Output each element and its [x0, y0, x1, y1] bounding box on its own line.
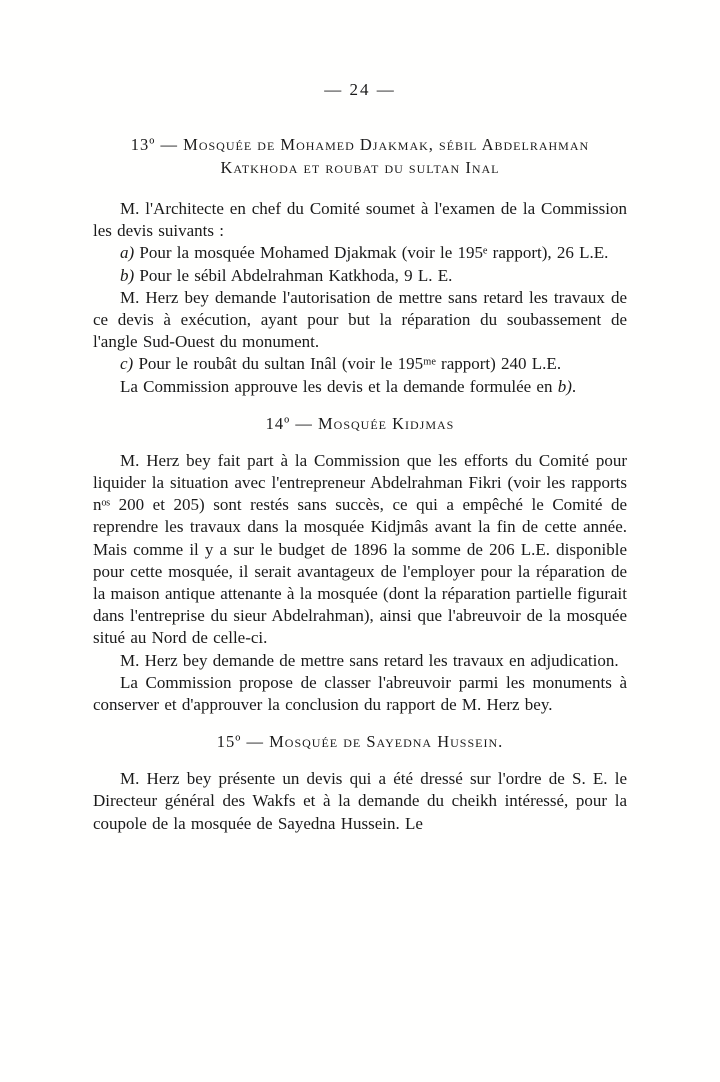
item-c-label: c) — [120, 354, 134, 374]
approval-text-pre: La Commission approuve les devis et la demande formulée en — [120, 376, 558, 396]
item-a-text: Pour la mosquée Mohamed Djakmak (voir le 195ᵉ rapport), 26 L.E. — [134, 243, 609, 263]
page-number: — 24 — — [324, 80, 396, 99]
item-b-text: Pour le sébil Abdelrahman Katkhoda, 9 L. E. — [134, 265, 453, 285]
paragraph-hussein-devis: M. Herz bey présente un devis qui a été dressé sur l'ordre de S. E. le Directeur général des Wakfs et à la demande du cheikh intéressé, pour la coupole de la mosquée de Sayedna Hussein. Le — [93, 769, 627, 833]
section-13-heading-line-2: Katkhoda et roubat du sultan Inal — [220, 158, 500, 177]
paragraph-kidjmas-request: M. Herz bey demande de mettre sans retard les travaux en adjudication. — [120, 650, 619, 670]
section-14-heading — [93, 412, 627, 435]
paragraph-architect-intro: M. l'Architecte en chef du Comité soumet à l'examen de la Commission les devis suivants : — [93, 199, 627, 241]
section-13-heading — [93, 133, 627, 179]
paragraph-item-b — [93, 265, 627, 287]
paragraph-commission-approval — [93, 376, 627, 398]
approval-text-post: . — [571, 376, 577, 396]
paragraph-item-c — [93, 353, 627, 375]
item-c-text: Pour le roubât du sultan Inâl (voir le 195ᵐᵉ rapport) 240 L.E. — [133, 354, 562, 374]
paragraph-item-a — [93, 242, 627, 264]
section-15-heading-line-1: 15º — Mosquée de Sayedna Hussein. — [216, 732, 504, 752]
text-column — [93, 0, 627, 835]
approval-item-ref: b) — [557, 376, 572, 396]
item-b-label: b) — [120, 265, 135, 285]
paragraph-herz-request: M. Herz bey demande l'autorisation de mettre sans retard les travaux de ce devis à exécution, ayant pour but la réparation du soubassement de l'angle Sud-Ouest du monument. — [93, 287, 627, 352]
paragraph-kidjmas-proposal: La Commission propose de classer l'abreuvoir parmi les monuments à conserver et d'approuver la conclusion du rapport de M. Herz bey. — [93, 672, 627, 715]
item-a-label: a) — [120, 243, 135, 263]
paragraph-kidjmas-report: M. Herz bey fait part à la Commission que les efforts du Comité pour liquider la situation avec l'entrepreneur Abdelrahman Fikri (voir les rapports nᵒˢ 200 et 205) sont restés sans succès, ce qui a empêché le Comité de reprendre les travaux dans la mosquée Kidjmâs avant la fin de cette année. Mais comme il y a sur le budget de 1896 la somme de 206 L.E. disponible pour cette mosquée, il serait avantageux de l'employer pour la réparation de la maison antique attenante à la mosquée (dont la réparation partielle figurait dans l'entreprise du sieur Abdelrahman), ainsi que l'abreuvoir de la mosquée situé au Nord de celle-ci. — [93, 450, 627, 648]
section-13-heading-line-1: 13º — Mosquée de Mohamed Djakmak, sébil Abdelrahman — [130, 135, 590, 154]
section-14-heading-line-1: 14º — Mosquée Kidjmas — [265, 413, 455, 433]
section-15-heading — [93, 730, 627, 753]
